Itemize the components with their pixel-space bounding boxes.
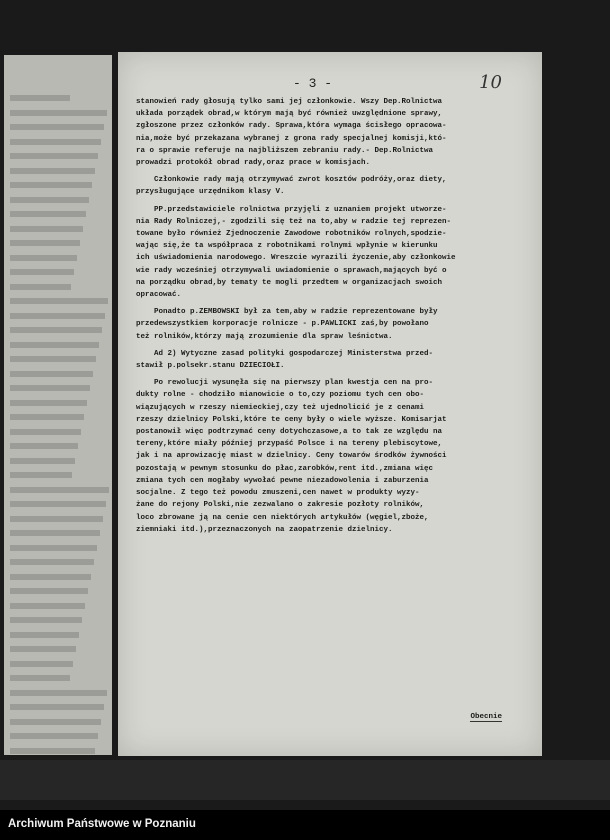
bleed-through-line bbox=[10, 559, 94, 565]
bleed-through-line bbox=[10, 153, 98, 159]
bleed-through-line bbox=[10, 588, 88, 594]
text-line: loco zbrowane ją na cenie cen niektórych artykułów (węgiel,zboże, bbox=[136, 513, 429, 522]
bleed-through-line bbox=[10, 719, 101, 725]
bleed-through-line bbox=[10, 574, 91, 580]
text-line: postanowił więc podtrzymać ceny dotychczasowe,a to tak ze względu na bbox=[136, 428, 443, 437]
catchword: Obecnie bbox=[470, 713, 502, 721]
archive-footer bbox=[0, 810, 610, 840]
bleed-through-line bbox=[10, 487, 109, 493]
bleed-through-line bbox=[10, 632, 79, 638]
text-line: stanowień rady głosują tylko sami jej członkowie. Wszy Dep.Rolnictwa bbox=[136, 98, 443, 106]
bleed-through-line bbox=[10, 472, 72, 478]
text-line: towane było również Zjednoczenie Zawodowe robotników rolnych,spodzie- bbox=[136, 230, 447, 239]
bleed-through-line bbox=[10, 327, 102, 333]
bleed-through-line bbox=[10, 400, 87, 406]
text-line: wiązujących w rzeszy niemieckiej,czy też ujednolicić je z cenami bbox=[136, 403, 425, 412]
bleed-through-line bbox=[10, 269, 74, 275]
bleed-through-line bbox=[10, 124, 104, 130]
text-line: prowadzi protokół obrad rady,oraz prace w komisjach. bbox=[136, 159, 371, 168]
bleed-through-line bbox=[10, 182, 92, 188]
bleed-through-line bbox=[10, 226, 83, 232]
bleed-through-line bbox=[10, 443, 78, 449]
document-page bbox=[118, 52, 542, 756]
bleed-through-line bbox=[10, 168, 95, 174]
bleed-through-line bbox=[10, 211, 86, 217]
text-line: Ponadto p.ZEMBOWSKI był za tem,aby w radzie reprezentowane były bbox=[154, 308, 438, 317]
text-line: zgłoszone przez członków rady. Sprawa,która wymaga ścisłego opracowa- bbox=[136, 122, 447, 131]
bleed-through-line bbox=[10, 675, 70, 681]
text-line: Członkowie rady mają otrzymywać zwrot kosztów podróży,oraz diety, bbox=[154, 176, 447, 185]
folio-number: 10 bbox=[479, 72, 502, 93]
bleed-through-line bbox=[10, 603, 85, 609]
bleed-through-line bbox=[10, 501, 106, 507]
text-line: też rolników,którzy mają zrozumienie dla spraw leśnictwa. bbox=[136, 332, 393, 341]
text-line: przedewszystkiem korporacje rolnicze - p.PAWLICKI zaś,by powołano bbox=[136, 320, 429, 329]
archive-label: Archiwum Państwowe w Poznaniu bbox=[8, 818, 196, 830]
bleed-through-line bbox=[10, 617, 82, 623]
bleed-through-line bbox=[10, 298, 108, 304]
text-line: pozostają w pewnym stosunku do płac,zarobków,rent itd.,zmiana więc bbox=[136, 464, 434, 473]
bleed-through-line bbox=[10, 516, 103, 522]
bleed-through-line bbox=[10, 530, 100, 536]
text-line: opracować. bbox=[136, 291, 182, 300]
bleed-through-line bbox=[10, 240, 80, 246]
text-line: Ad 2) Wytyczne zasad polityki gospodarczej Ministerstwa przed- bbox=[154, 349, 434, 358]
left-adjacent-page bbox=[4, 55, 112, 755]
text-line: ziemniaki itd.),przeznaczonych na zaopatrzenie dzielnicy. bbox=[136, 525, 393, 534]
bleed-through-line bbox=[10, 545, 97, 551]
bleed-through-line bbox=[10, 139, 101, 145]
text-line: Po rewolucji wysunęła się na pierwszy plan kwestja cen na pro- bbox=[154, 379, 434, 388]
bleed-through-line bbox=[10, 704, 104, 710]
text-line: stawił p.polsekr.stanu DZIECIOŁI. bbox=[136, 362, 285, 371]
bleed-through-line bbox=[10, 429, 81, 435]
text-line: jak i na aprowizację miast w dzielnicy. Ceny towarów środków żywności bbox=[136, 452, 447, 461]
text-line: żane do rejony Polski,nie zezwalano o zakresie pozłoty rolników, bbox=[136, 501, 425, 510]
bleed-through-line bbox=[10, 356, 96, 362]
bleed-through-line bbox=[10, 661, 73, 667]
text-line: ra o sprawie referuje na najbliższem zebraniu rady.- Dep.Rolnictwa bbox=[136, 146, 434, 155]
text-line: socjalne. Z tego też powodu zmuszeni,cen nawet w produkty wyzy- bbox=[136, 489, 420, 498]
bleed-through-line bbox=[10, 414, 84, 420]
bleed-through-line bbox=[10, 197, 89, 203]
bleed-through-line bbox=[10, 690, 107, 696]
text-line: wając się,że ta współpraca z robotnikami rolnymi wpłynie w kierunku bbox=[136, 242, 438, 251]
bleed-through-line bbox=[10, 313, 105, 319]
bleed-through-line bbox=[10, 385, 90, 391]
text-line: tereny,które miały później przypaść Polsce i na tereny plebiscytowe, bbox=[136, 440, 443, 449]
bleed-through-line bbox=[10, 748, 95, 754]
text-line: nia Rady Rolniczej,- zgodzili się też na to,aby w radzie tej reprezen- bbox=[136, 217, 452, 226]
bleed-through-line bbox=[10, 458, 75, 464]
bleed-through-line bbox=[10, 371, 93, 377]
bleed-through-line bbox=[10, 95, 70, 101]
bleed-through-line bbox=[10, 733, 98, 739]
text-line: ich uświadomienia narodowego. Wreszcie wyrazili życzenie,aby członkowie bbox=[136, 254, 456, 263]
bleed-through-line bbox=[10, 255, 77, 261]
text-line: rzeszy dzielnicy Polski,które te ceny były o wiele wyższe. Komisarjat bbox=[136, 415, 447, 424]
bleed-through-line bbox=[10, 342, 99, 348]
page-number-marker: - 3 - bbox=[293, 76, 333, 91]
bleed-through-line bbox=[10, 646, 76, 652]
text-line: dukty rolne - chodziło mianowicie o to,czy poziomu tych cen obo- bbox=[136, 391, 425, 400]
document-body bbox=[136, 96, 532, 536]
text-line: PP.przedstawiciele rolnictwa przyjęli z uznaniem projekt utworze- bbox=[154, 205, 447, 214]
text-line: zmiana tych cen mogłaby wywołać pewne niezadowolenia i zaburzenia bbox=[136, 476, 429, 485]
film-strip-edge bbox=[0, 760, 610, 800]
text-line: na porządku obrad,by tematy te mogli przedtem w organizacjach swoich bbox=[136, 278, 443, 287]
bleed-through-line bbox=[10, 284, 71, 290]
text-line: nia,może być przekazana wybranej z grona rady specjalnej komisji,któ- bbox=[136, 134, 447, 143]
text-line: układa porządek obrad,w którym mają być również uwzględnione sprawy, bbox=[136, 110, 443, 119]
bleed-through-line bbox=[10, 110, 107, 116]
text-line: przysługujące urzędnikom klasy V. bbox=[136, 188, 285, 197]
text-line: wie rady wcześniej otrzymywali uwiadomienie o sprawach,mających być o bbox=[136, 266, 447, 275]
